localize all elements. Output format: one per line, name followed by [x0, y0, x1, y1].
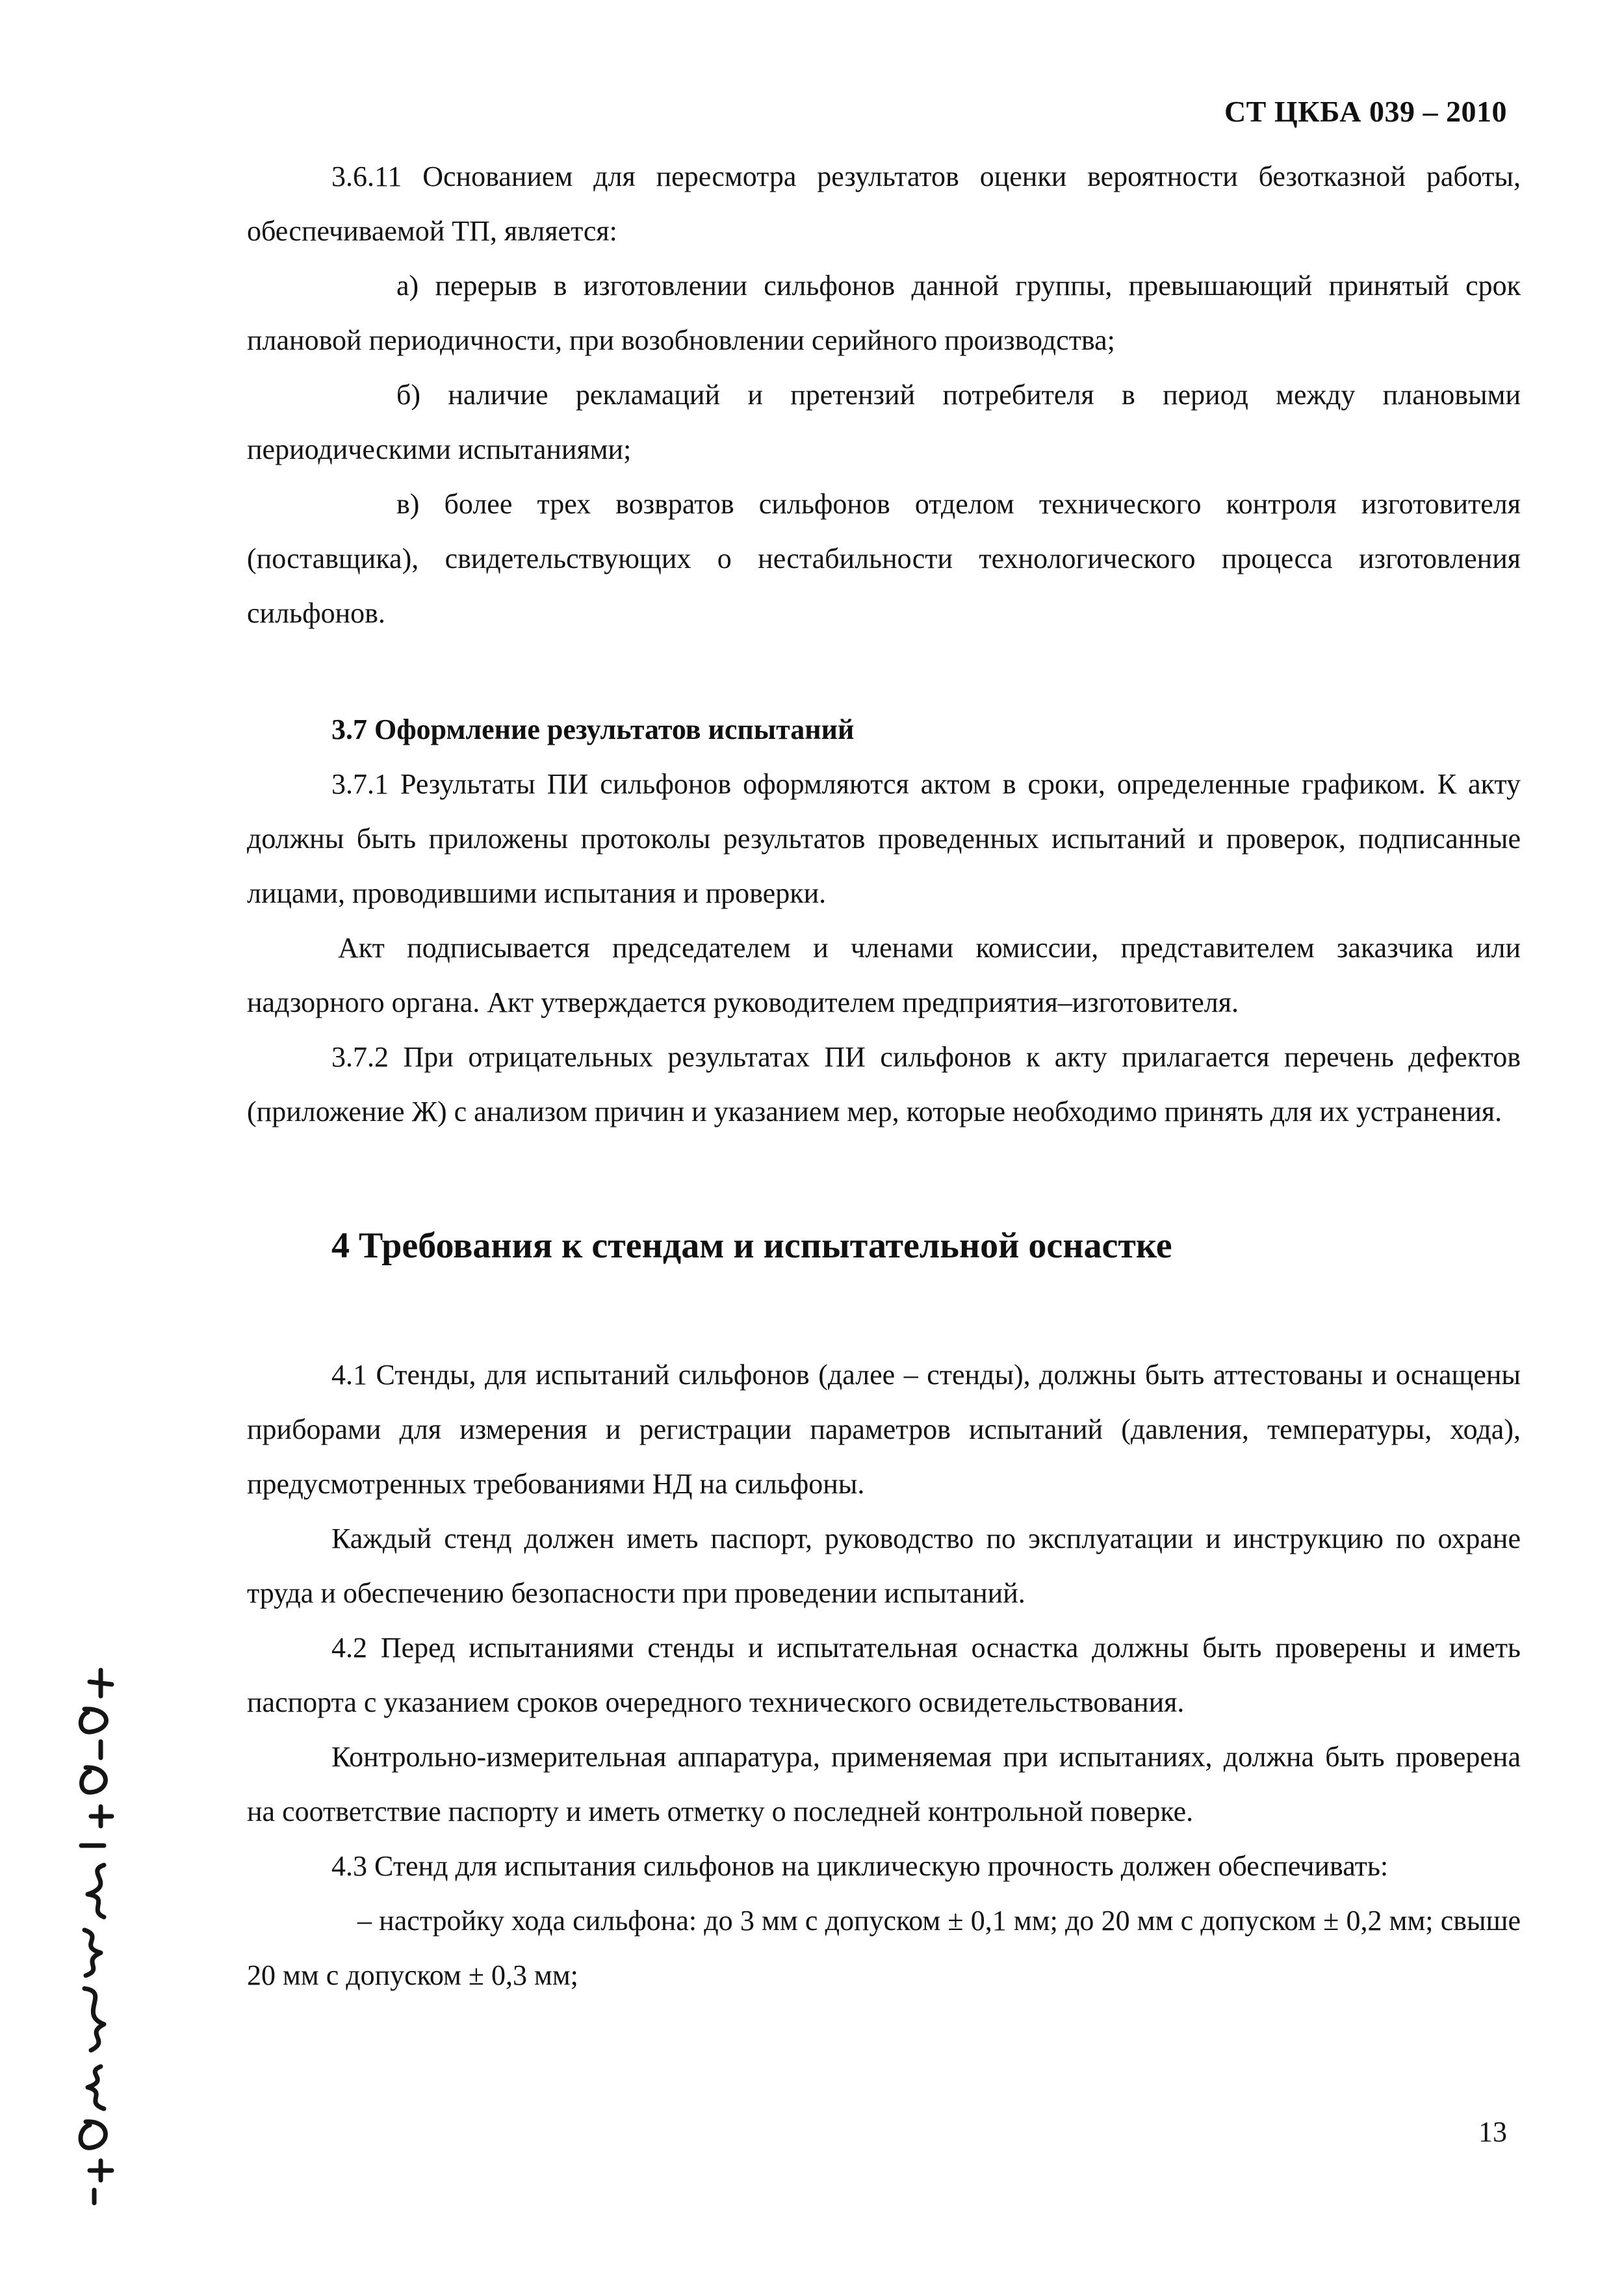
paragraph-4-1: 4.1 Стенды, для испытаний сильфонов (далее – стенды), должны быть аттестованы и оснащены приборами для измерения и регистрации параметров испытаний (давления, температуры, хода), предусмотренных требованиями НД на сильфоны.	[247, 1359, 1521, 1500]
section-heading-4: 4 Требования к стендам и испытательной оснастке	[331, 1226, 1172, 1266]
document-body	[247, 149, 1521, 2003]
handwritten-note-signature	[39, 1651, 130, 2209]
paragraph-act-signing: Акт подписывается председателем и членами комиссии, представителем заказчика или надзорного органа. Акт утверждается руководителем предприятия–изготовителя.	[247, 932, 1521, 1018]
paragraph-3-7-1: 3.7.1 Результаты ПИ сильфонов оформляются актом в сроки, определенные графиком. К акту должны быть приложены протоколы результатов проведенных испытаний и проверок, подписанные лицами, проводившими испытания и проверки.	[247, 768, 1521, 909]
paragraph-stand-passport: Каждый стенд должен иметь паспорт, руководство по эксплуатации и инструкцию по охране труда и обеспечению безопасности при проведении испытаний.	[247, 1523, 1521, 1609]
section-heading-3-7: 3.7 Оформление результатов испытаний	[331, 714, 855, 745]
paragraph-3-7-2: 3.7.2 При отрицательных результатах ПИ сильфонов к акту прилагается перечень дефектов (приложение Ж) с анализом причин и указанием мер, которые необходимо принять для их устранения.	[247, 1041, 1521, 1127]
paragraph-3-6-11: 3.6.11 Основанием для пересмотра результатов оценки вероятности безотказной работы, обеспечиваемой ТП, является:	[247, 161, 1521, 247]
handwritten-signature-icon	[39, 1651, 130, 2209]
page-number: 13	[1478, 2116, 1507, 2148]
document-code-header: СТ ЦКБА 039 – 2010	[1224, 95, 1507, 128]
list-item-b: б) наличие рекламаций и претензий потребителя в период между плановыми периодическими испытаниями;	[247, 379, 1521, 465]
paragraph-4-2: 4.2 Перед испытаниями стенды и испытательная оснастка должны быть проверены и иметь паспорта с указанием сроков очередного технического освидетельствования.	[247, 1632, 1521, 1718]
list-item-v: в) более трех возвратов сильфонов отделом технического контроля изготовителя (поставщика), свидетельствующих о нестабильности технологического процесса изготовления сильфонов.	[247, 488, 1521, 629]
paragraph-4-3: 4.3 Стенд для испытания сильфонов на циклическую прочность должен обеспечивать:	[331, 1850, 1389, 1882]
dash-item-stroke-setting: – настройку хода сильфона: до 3 мм с допуском ± 0,1 мм; до 20 мм с допуском ± 0,2 мм; свыше 20 мм с допуском ± 0,3 мм;	[247, 1905, 1521, 1991]
list-item-a: а) перерыв в изготовлении сильфонов данной группы, превышающий принятый срок плановой периодичности, при возобновлении серийного производства;	[247, 270, 1521, 356]
paragraph-instruments: Контрольно-измерительная аппаратура, применяемая при испытаниях, должна быть проверена на соответствие паспорту и иметь отметку о последней контрольной поверке.	[247, 1741, 1521, 1827]
